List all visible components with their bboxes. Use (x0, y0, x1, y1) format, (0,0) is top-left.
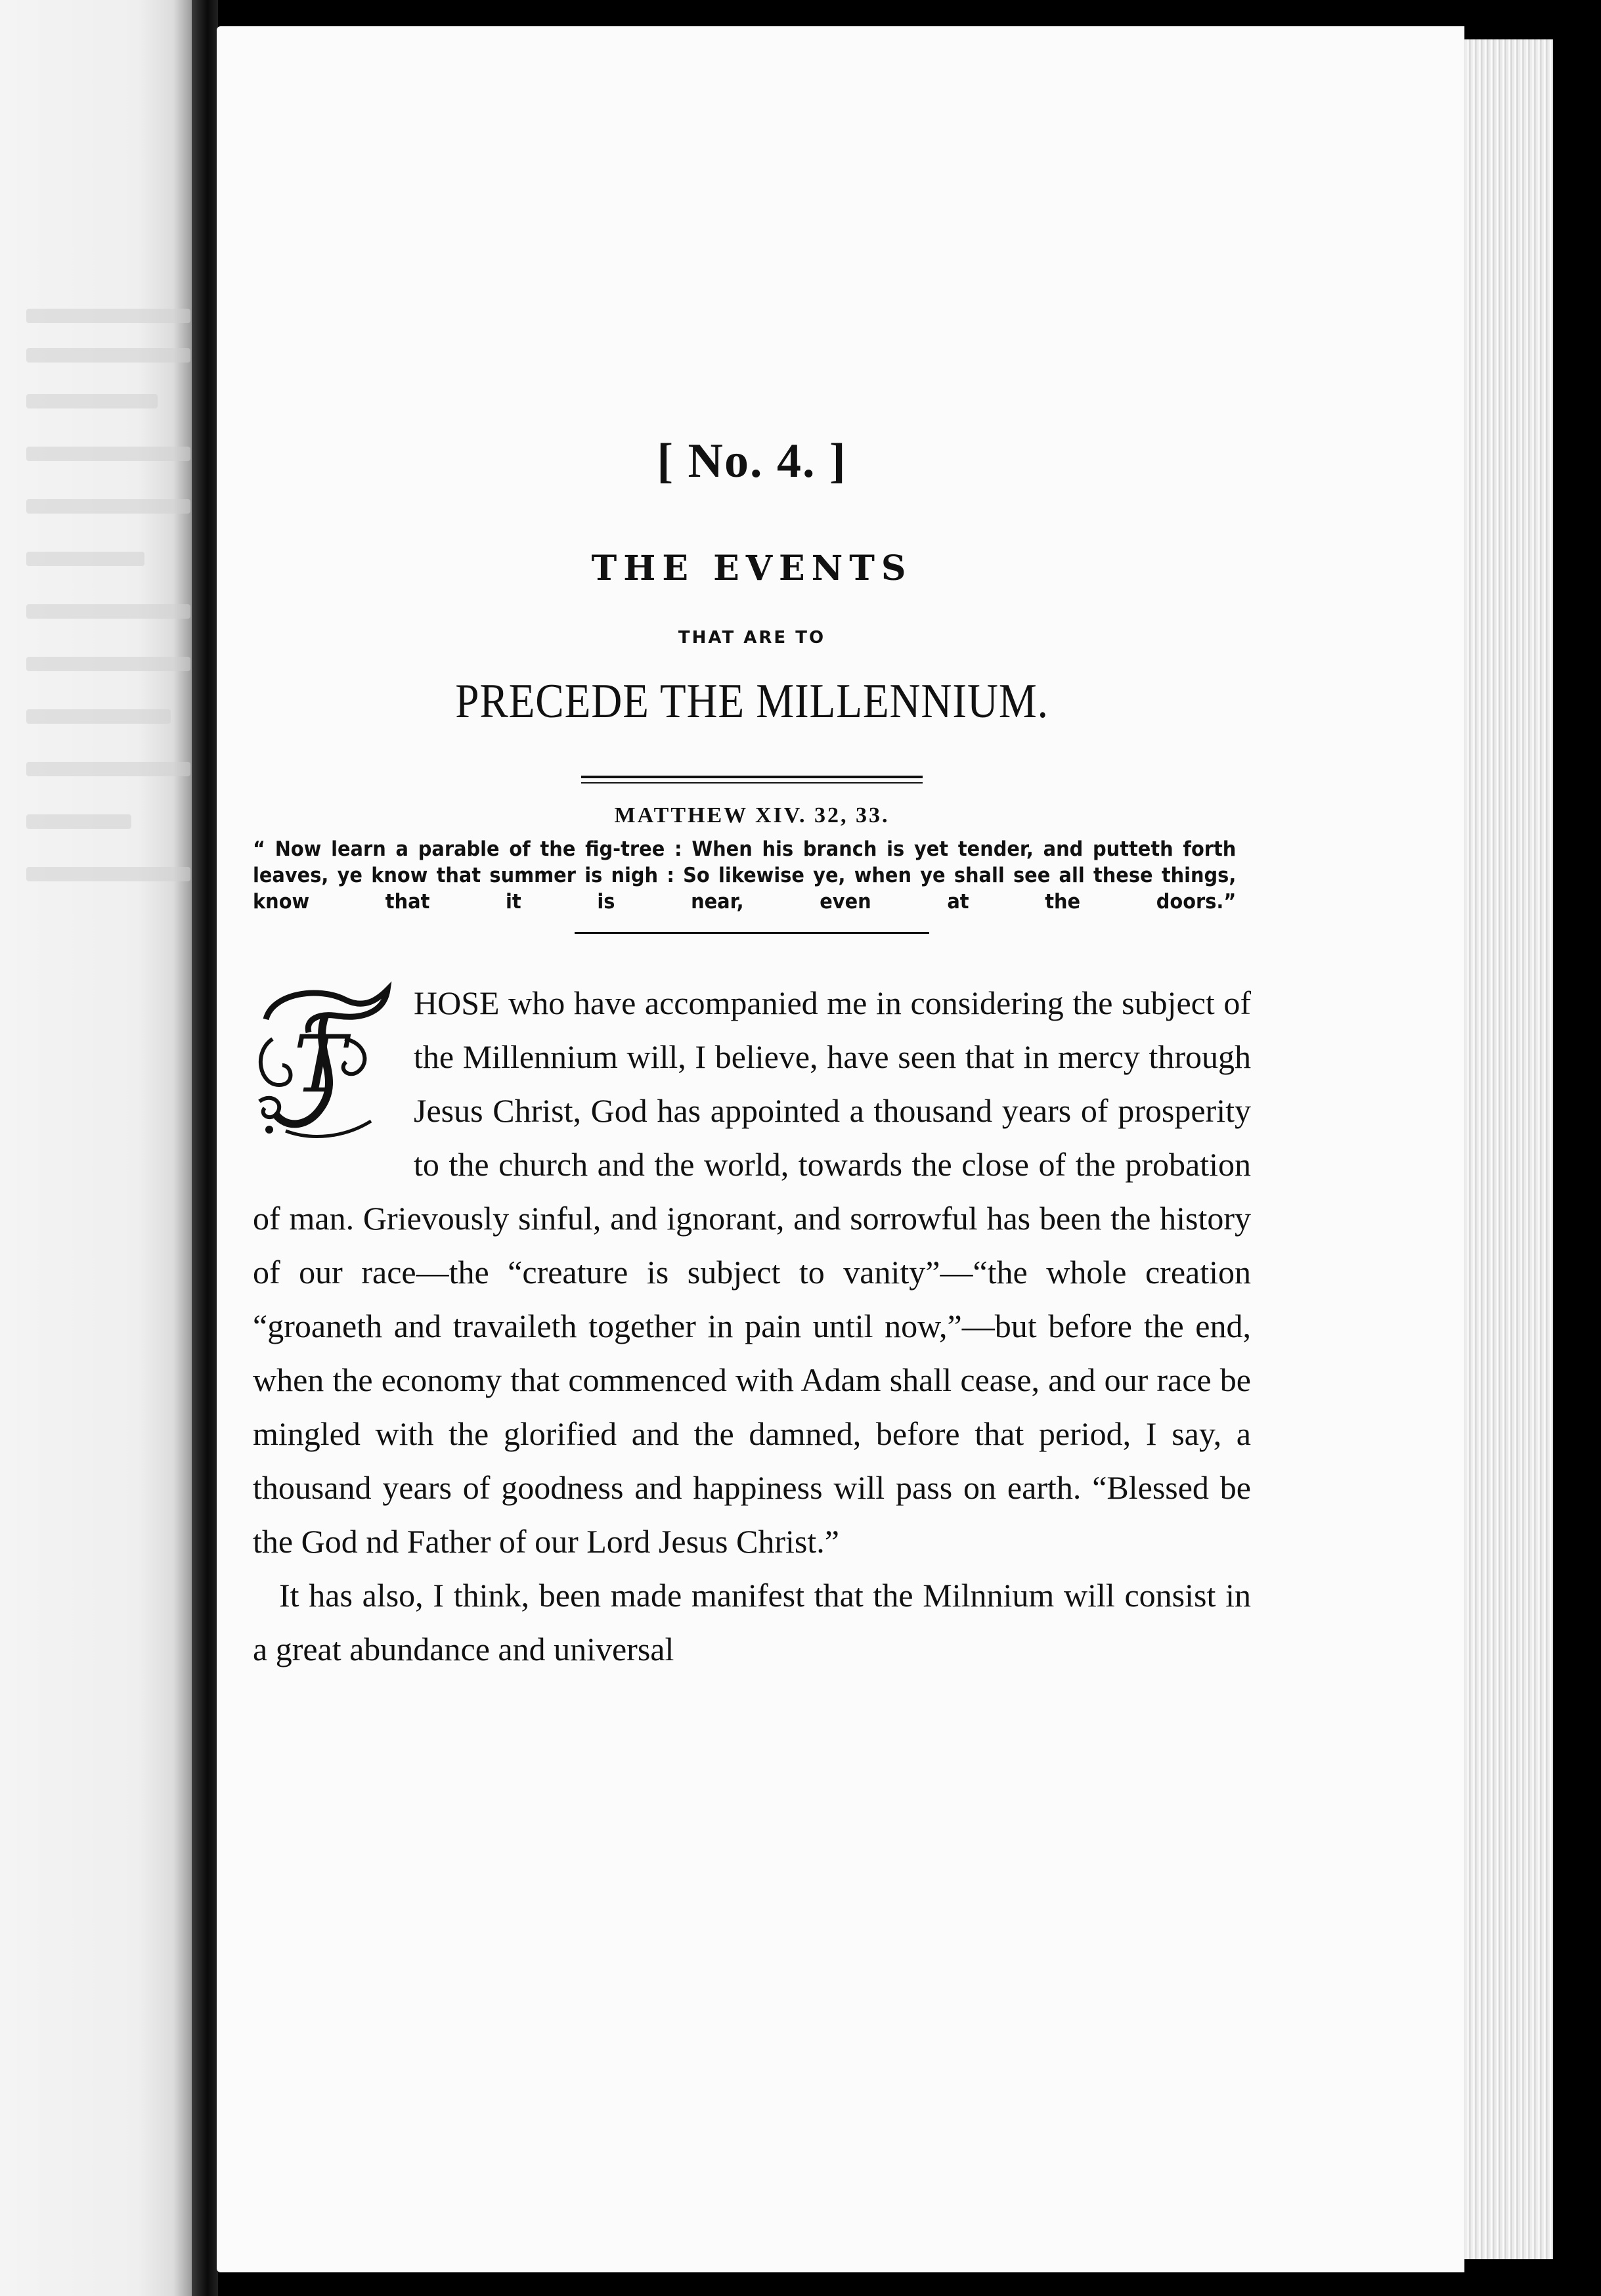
page-content (253, 433, 1251, 1676)
book-gutter (192, 0, 218, 2296)
title-line-1: THE EVENTS (591, 548, 913, 588)
paragraph-1: HOSE who have accompanied me in considering the subject of the Millennium will, I believe, have seen that in mercy through Jesus Christ, God has appointed a thousand years of prosperity to the church and the world, towards the close of the probation of man. Grievously sinful, and ignorant, and sorrowful has been the history of our race—the “creature is subject to vanity”—“the whole creation “groaneth and travaileth together in pain until now,”—but before the end, when the economy that commenced with Adam shall cease, and our race be mingled with the glorified and the damned, before that period, I say, a thousand years of goodness and happiness will pass on earth. “Blessed be the God nd Father of our Lord Jesus Christ.” (253, 984, 1251, 1560)
double-rule (581, 776, 923, 784)
scripture-reference: MATTHEW XIV. 32, 33. (614, 803, 890, 828)
drop-cap-letter: T (293, 1019, 347, 1111)
ornamental-drop-cap-icon (246, 980, 401, 1144)
paragraph-2: It has also, I think, been made manifest that the Milnnium will consist in a great abundance and universal (253, 1577, 1251, 1667)
title-line-2: THAT ARE TO (678, 628, 826, 648)
section-number: [ No. 4. ] (657, 434, 847, 488)
scripture-quote: “ Now learn a parable of the fig-tree : When his branch is yet tender, and putteth forth leaves, ye know that summer is nigh : So likewise ye, when ye shall see all these things, know that it is near, even at the doors.” (253, 837, 1237, 914)
title-line-3: PRECEDE THE MILLENNIUM. (455, 674, 1049, 728)
facing-page (0, 0, 197, 2296)
single-rule (575, 932, 929, 934)
body-text (253, 976, 1251, 1676)
